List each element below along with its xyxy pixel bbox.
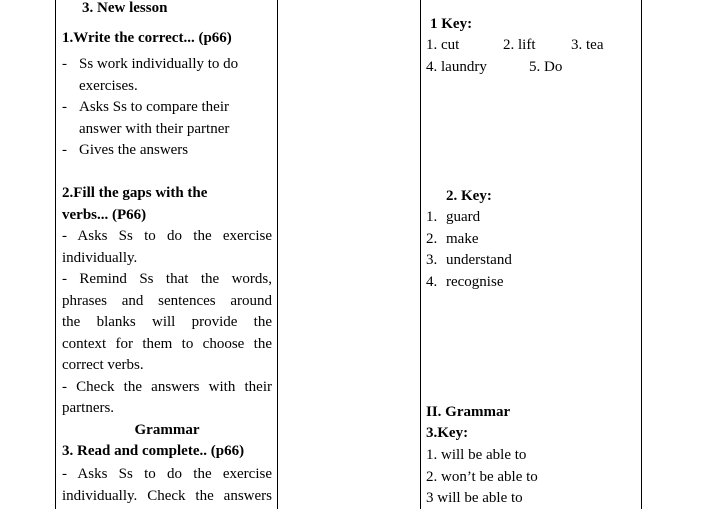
list-item: - Gives the answers	[62, 142, 189, 158]
table-border-left	[55, 0, 56, 509]
key-1-answer: 4. laundry	[426, 59, 487, 75]
text-line: individually. Check the answers	[62, 487, 272, 504]
key-3-list	[426, 445, 626, 510]
exercise-1-title: 1.Write the correct... (p66)	[62, 30, 232, 46]
text-line: correct verbs.	[62, 357, 144, 373]
text-line: the blanks will provide the	[62, 314, 272, 330]
text-line: - Check the answers with their	[62, 378, 272, 395]
grammar-heading: Grammar	[134, 422, 200, 438]
table-border-middle-right	[420, 0, 421, 509]
exercise-3-instructions	[62, 464, 272, 507]
section-heading: 3. New lesson	[82, 0, 168, 16]
table-border-middle-left	[277, 0, 278, 509]
key-1-answer: 1. cut	[426, 37, 460, 53]
list-item: 3 will be able to	[426, 490, 523, 506]
text-line: individually.	[62, 249, 138, 266]
list-item: 1. guard	[426, 209, 481, 225]
table-border-right	[641, 0, 642, 509]
text-line: partners.	[62, 400, 115, 416]
grammar-section-heading: II. Grammar	[426, 404, 511, 420]
list-item-continued: answer with their partner	[79, 120, 230, 137]
text-line: context for them to choose the	[62, 335, 272, 352]
list-item: 3. understand	[426, 252, 512, 268]
text-line: - Asks Ss to do the exercise	[62, 228, 272, 244]
key-2-title: 2. Key:	[446, 188, 492, 204]
exercise-2-instructions	[62, 226, 272, 420]
key-2-list	[426, 207, 626, 293]
key-1-title: 1 Key:	[430, 16, 473, 32]
list-item: 4. recognise	[426, 273, 504, 290]
exercise-2-title	[62, 183, 272, 226]
text-line: phrases and sentences around	[62, 292, 272, 309]
exercise-3-title: 3. Read and complete.. (p66)	[62, 443, 245, 459]
list-item: 2. won’t be able to	[426, 468, 538, 485]
exercise-1-steps	[62, 54, 272, 162]
list-item: - Ss work individually to do	[62, 56, 239, 72]
exercise-2-title-line: 2.Fill the gaps with the	[62, 185, 208, 201]
list-item: - Asks Ss to compare their	[62, 99, 229, 115]
list-item: 2. make	[426, 230, 479, 247]
text-line: - Asks Ss to do the exercise	[62, 466, 272, 482]
key-1-answer: 2. lift	[503, 37, 536, 53]
key-3-title: 3.Key:	[426, 425, 469, 441]
exercise-2-title-line: verbs... (P66)	[62, 206, 147, 223]
key-1-answer: 5. Do	[529, 59, 563, 75]
list-item-continued: exercises.	[79, 77, 138, 94]
list-item: 1. will be able to	[426, 447, 527, 463]
key-1-answer: 3. tea	[571, 37, 604, 53]
text-line: - Remind Ss that the words,	[62, 271, 272, 287]
